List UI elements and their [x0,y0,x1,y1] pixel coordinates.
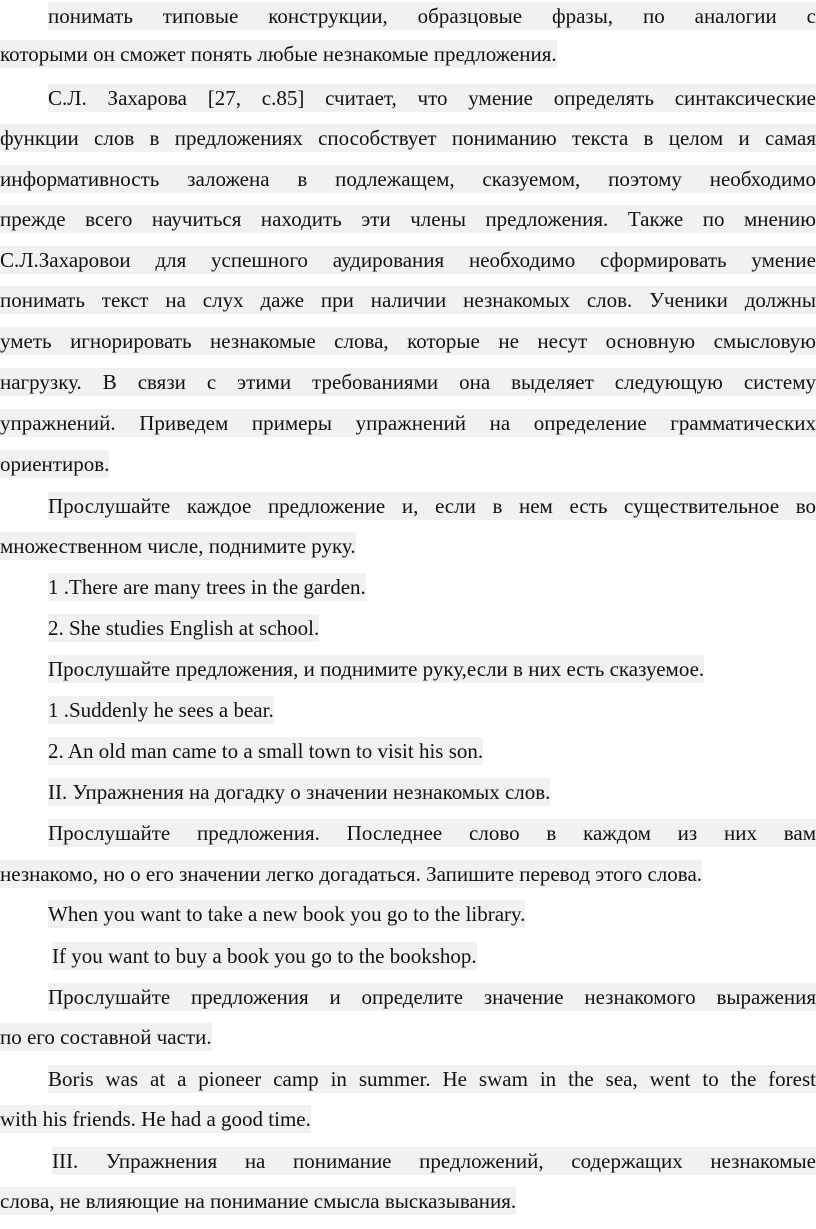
text-line [48,819,816,847]
text-line [48,655,704,683]
text-line-content: III. Упражнения на понимание предложений, содержащих незнакомые [52,1149,816,1173]
text-line-content: Прослушайте предложения и определите значение незнакомого выражения [48,985,816,1009]
text-line [0,327,816,355]
text-line-content: множественном числе, поднимите руку. [0,534,356,558]
text-line-content: Boris was at a pioneer camp in summer. He swam in the sea, went to the forest [48,1067,816,1091]
text-line-content: ориентиров. [0,452,110,476]
text-line [0,246,816,274]
text-line [52,1147,816,1175]
text-line-content: уметь игнорировать незнакомые слова, которые не несут основную смысловую [0,329,816,353]
text-line [48,614,319,642]
text-line [48,983,816,1011]
text-line-content: Прослушайте предложения. Последнее слово в каждом из них вам [48,821,816,845]
text-line-content: слова, не влияющие на понимание смысла высказывания. [0,1189,517,1213]
text-line-content: 2. An old man came to a small town to visit his son. [48,739,484,763]
text-line-content: Прослушайте предложения, и поднимите руку,если в них есть сказуемое. [48,657,705,681]
text-line [48,573,366,601]
text-line [0,409,816,437]
text-line-content: по его составной части. [0,1025,212,1049]
text-line-content: функции слов в предложениях способствует пониманию текста в целом и самая [0,126,816,150]
text-line-content: If you want to buy a book you go to the bookshop. [52,944,477,968]
text-line-content: 2. She studies English at school. [48,616,320,640]
text-line-content: 1 .Suddenly he sees a bear. [48,698,274,722]
text-line [48,900,525,928]
text-line [0,1187,516,1215]
text-line [0,124,816,152]
text-line [48,778,550,806]
text-line-content: С.Л. Захарова [27, с.85] считает, что умение определять синтаксические [48,86,816,110]
text-line [48,696,274,724]
text-line-content: информативность заложена в подлежащем, сказуемом, поэтому необходимо [0,167,816,191]
text-line-content: II. Упражнения на догадку о значении незнакомых слов. [48,780,551,804]
text-line [0,165,816,193]
text-line-content: with his friends. He had a good time. [0,1107,311,1131]
text-line [0,286,816,314]
text-line [48,492,816,520]
text-line-content: понимать типовые конструкции, образцовые фразы, по аналогии с [48,4,816,28]
text-line [48,737,483,765]
text-line-content: Прослушайте каждое предложение и, если в нем есть существительное во [48,494,816,518]
text-line-content: нагрузку. В связи с этими требованиями она выделяет следующую систему [0,370,816,394]
text-line-content: С.Л.Захаровои для успешного аудирования необходимо сформировать умение [0,248,816,272]
text-line [0,532,356,560]
text-line-content: незнакомо, но о его значении легко догадаться. Запишите перевод этого слова. [0,862,703,886]
text-line-content: 1 .There are many trees in the garden. [48,575,366,599]
text-line [48,84,816,112]
text-line [0,205,816,233]
text-line [0,450,109,478]
text-line-content: понимать текст на слух даже при наличии незнакомых слов. Ученики должны [0,288,816,312]
text-line [0,860,702,888]
text-line [0,1023,212,1051]
text-line [48,1065,816,1093]
text-line-content: прежде всего научиться находить эти члены предложения. Также по мнению [0,207,816,231]
text-line [0,40,557,68]
text-line-content: которыми он сможет понять любые незнакомые предложения. [0,42,557,66]
text-line [52,942,477,970]
text-line [0,368,816,396]
text-line-content: упражнений. Приведем примеры упражнений на определение грамматических [0,411,816,435]
text-line [0,1105,311,1133]
text-line [48,2,816,30]
text-line-content: When you want to take a new book you go to the library. [48,902,526,926]
